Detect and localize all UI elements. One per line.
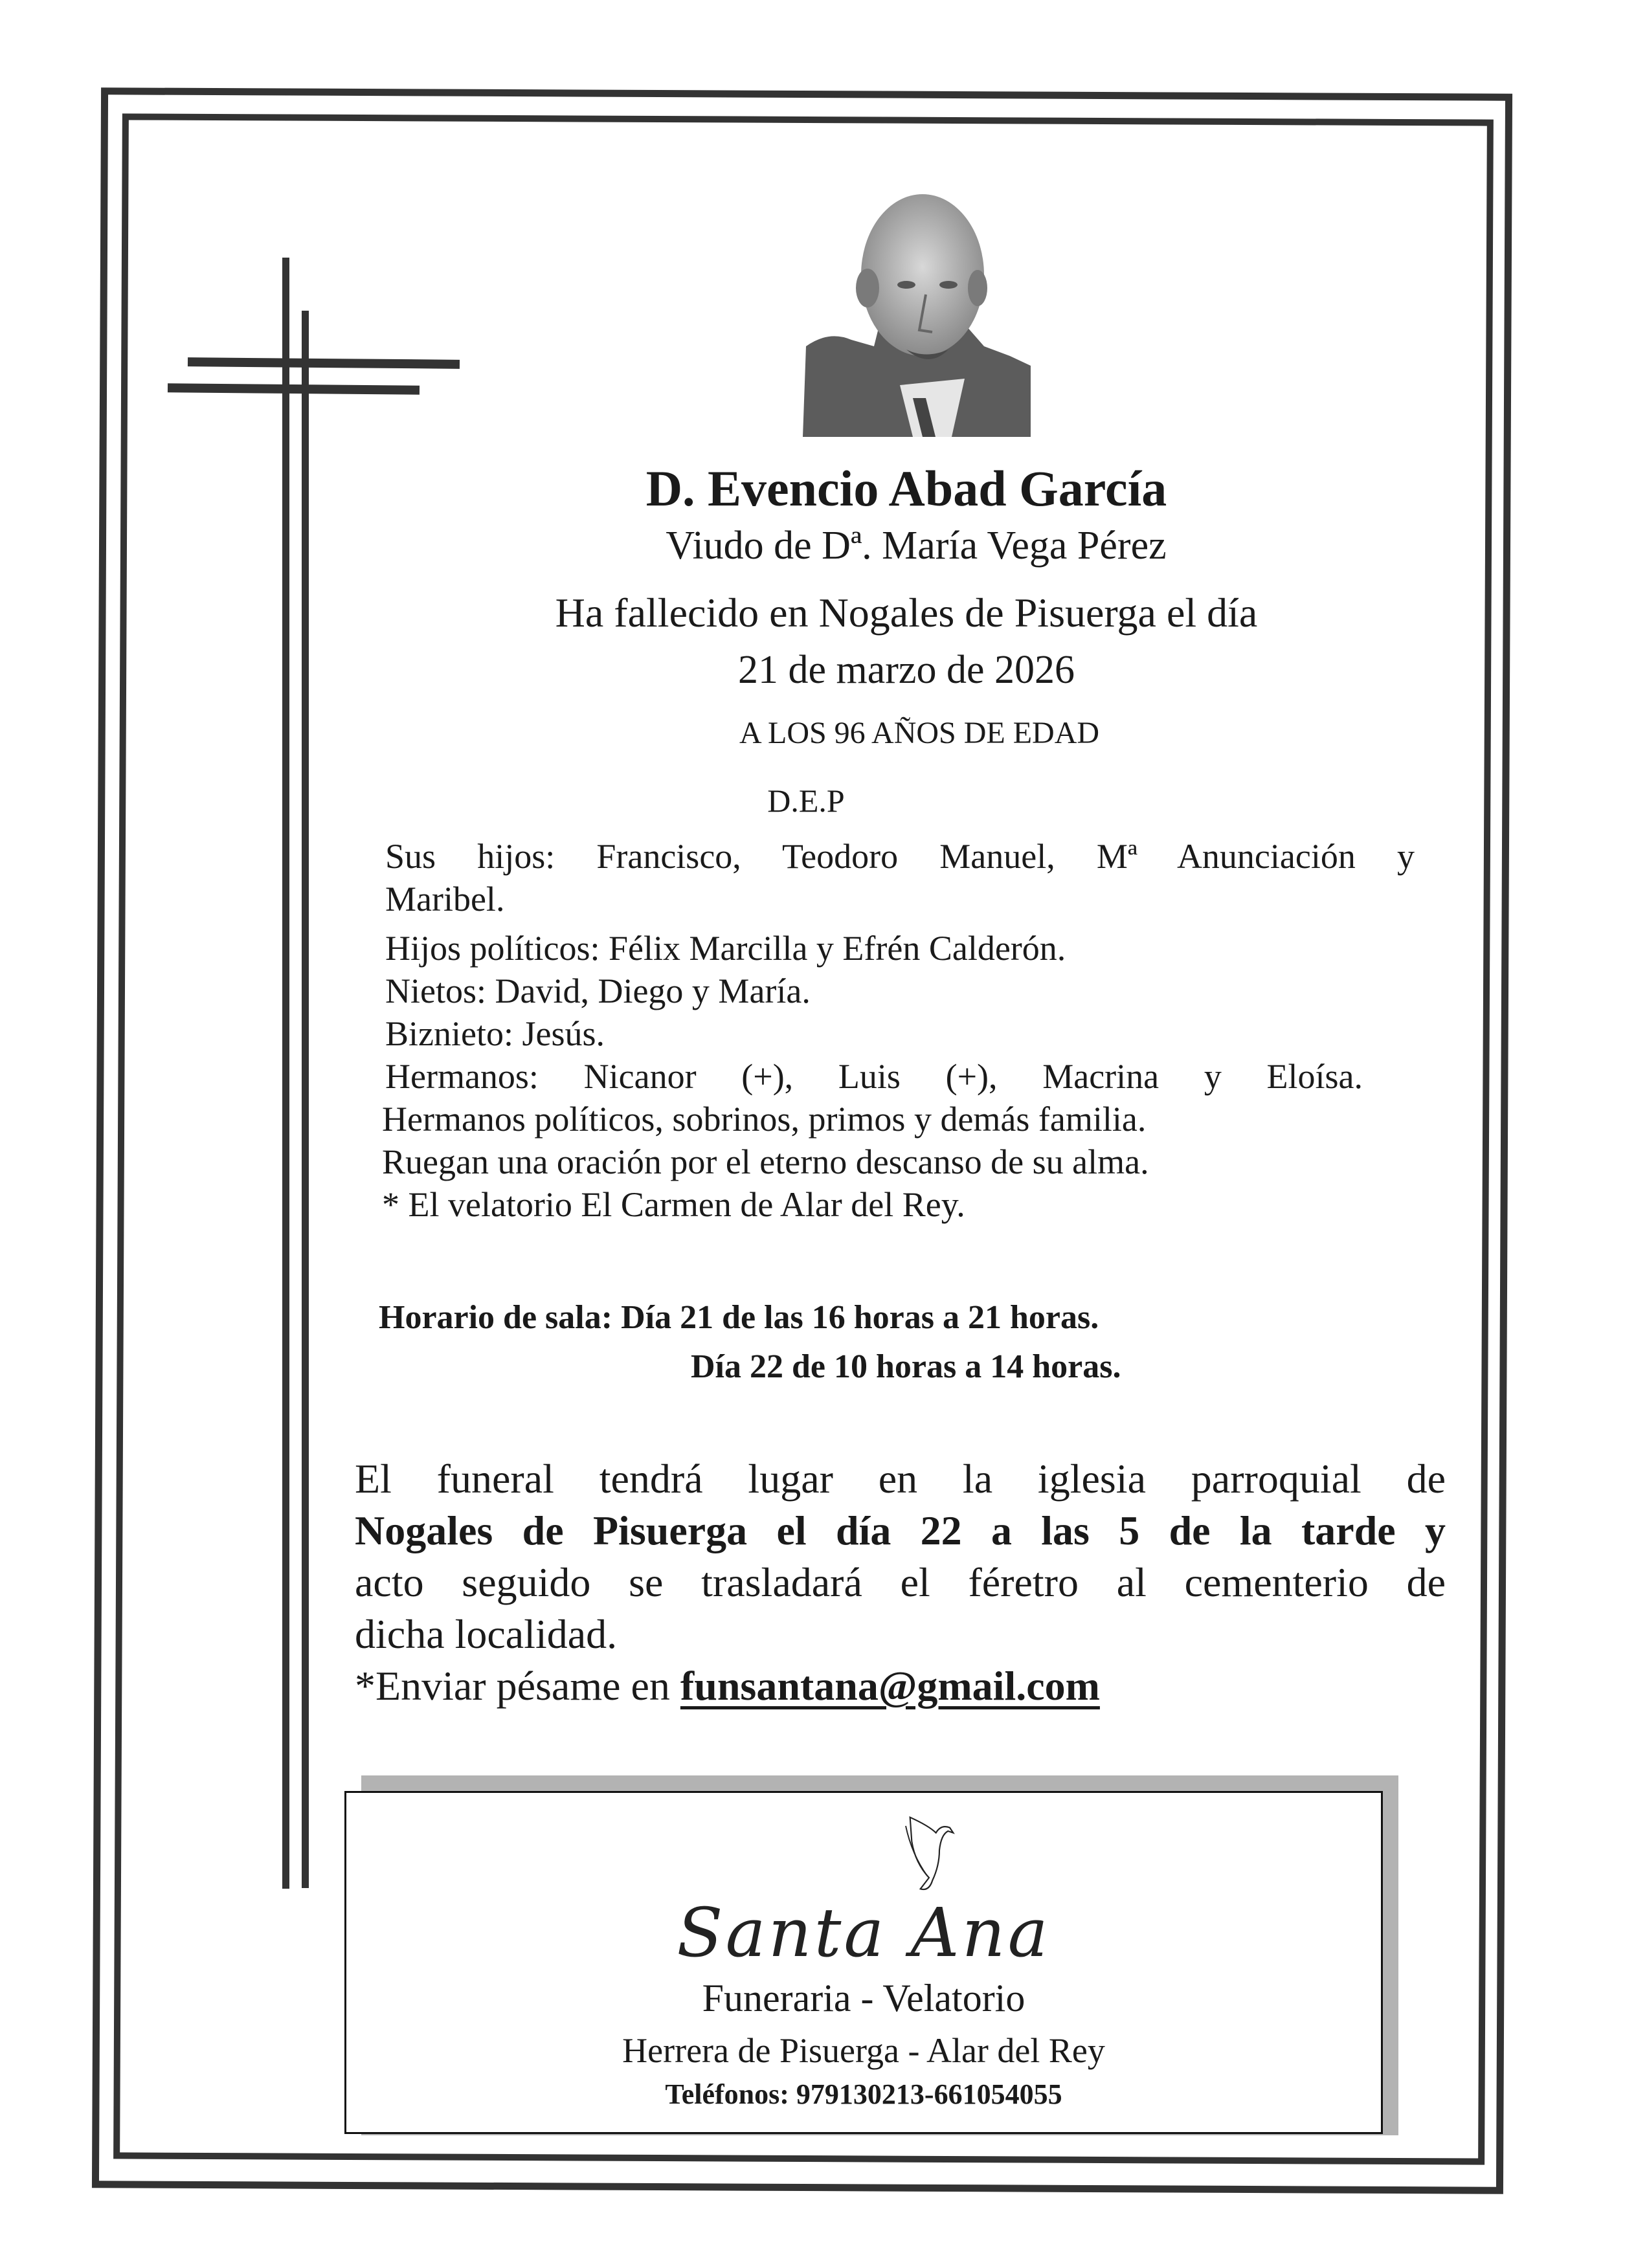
siblings: Hermanos: Nicanor (+), Luis (+), Macrina y Eloísa. [385,1057,1363,1096]
funeral-line-1: El funeral tendrá lugar en la iglesia parroquial de [355,1456,1446,1502]
funeral-line-2: Nogales de Pisuerga el día 22 a las 5 de la tarde y [355,1507,1446,1553]
condolence-email-link[interactable]: funsantana@gmail.com [680,1663,1100,1709]
grandchildren: Nietos: David, Diego y María. [385,972,811,1010]
children-line: Sus hijos: Francisco, Teodoro Manuel, Mª Anunciación y [385,837,1415,876]
widower-of: Viudo de Dª. María Vega Pérez [666,524,1167,568]
condolence-prefix: *Enviar pésame en [355,1663,670,1709]
rip: D.E.P [767,783,845,819]
extended-family: Hermanos políticos, sobrinos, primos y demás familia. [382,1100,1147,1139]
prayer: Ruegan una oración por el eterno descanso de su alma. [382,1142,1149,1181]
condolence-line [355,1660,1446,1712]
dove-icon [903,1812,955,1896]
wake-location: * El velatorio El Carmen de Alar del Rey. [382,1185,965,1224]
schedule-day2: Día 22 de 10 horas a 14 horas. [691,1348,1121,1385]
visiting-hours [379,1293,1121,1392]
great-grandchild: Biznieto: Jesús. [385,1014,605,1053]
schedule-label: Horario de sala: [379,1299,613,1336]
schedule-day1: Día 21 de las 16 horas a 21 horas. [621,1299,1099,1336]
portrait-photo [803,191,1031,437]
funeral-home-subtitle: Funeraria - Velatorio [702,1977,1025,2019]
funeral-details [355,1453,1446,1712]
death-date: 21 de marzo de 2026 [738,648,1075,692]
age: A LOS 96 AÑOS DE EDAD [739,716,1100,750]
funeral-line-4: dicha localidad. [355,1611,618,1657]
children-continuation: Maribel. [385,880,505,918]
death-place: Ha fallecido en Nogales de Pisuerga el día [555,590,1258,636]
funeral-home-box [344,1791,1383,2134]
family-list [382,835,1415,1226]
funeral-home-logo: Santa Ana [677,1893,1051,1972]
deceased-name: D. Evencio Abad García [645,460,1167,517]
in-laws: Hijos políticos: Félix Marcilla y Efrén Calderón. [385,929,1066,968]
funeral-line-3: acto seguido se trasladará el féretro al cementerio de [355,1559,1446,1605]
funeral-home-phones: Teléfonos: 979130213-661054055 [665,2078,1062,2110]
funeral-home-locations: Herrera de Pisuerga - Alar del Rey [622,2031,1105,2070]
